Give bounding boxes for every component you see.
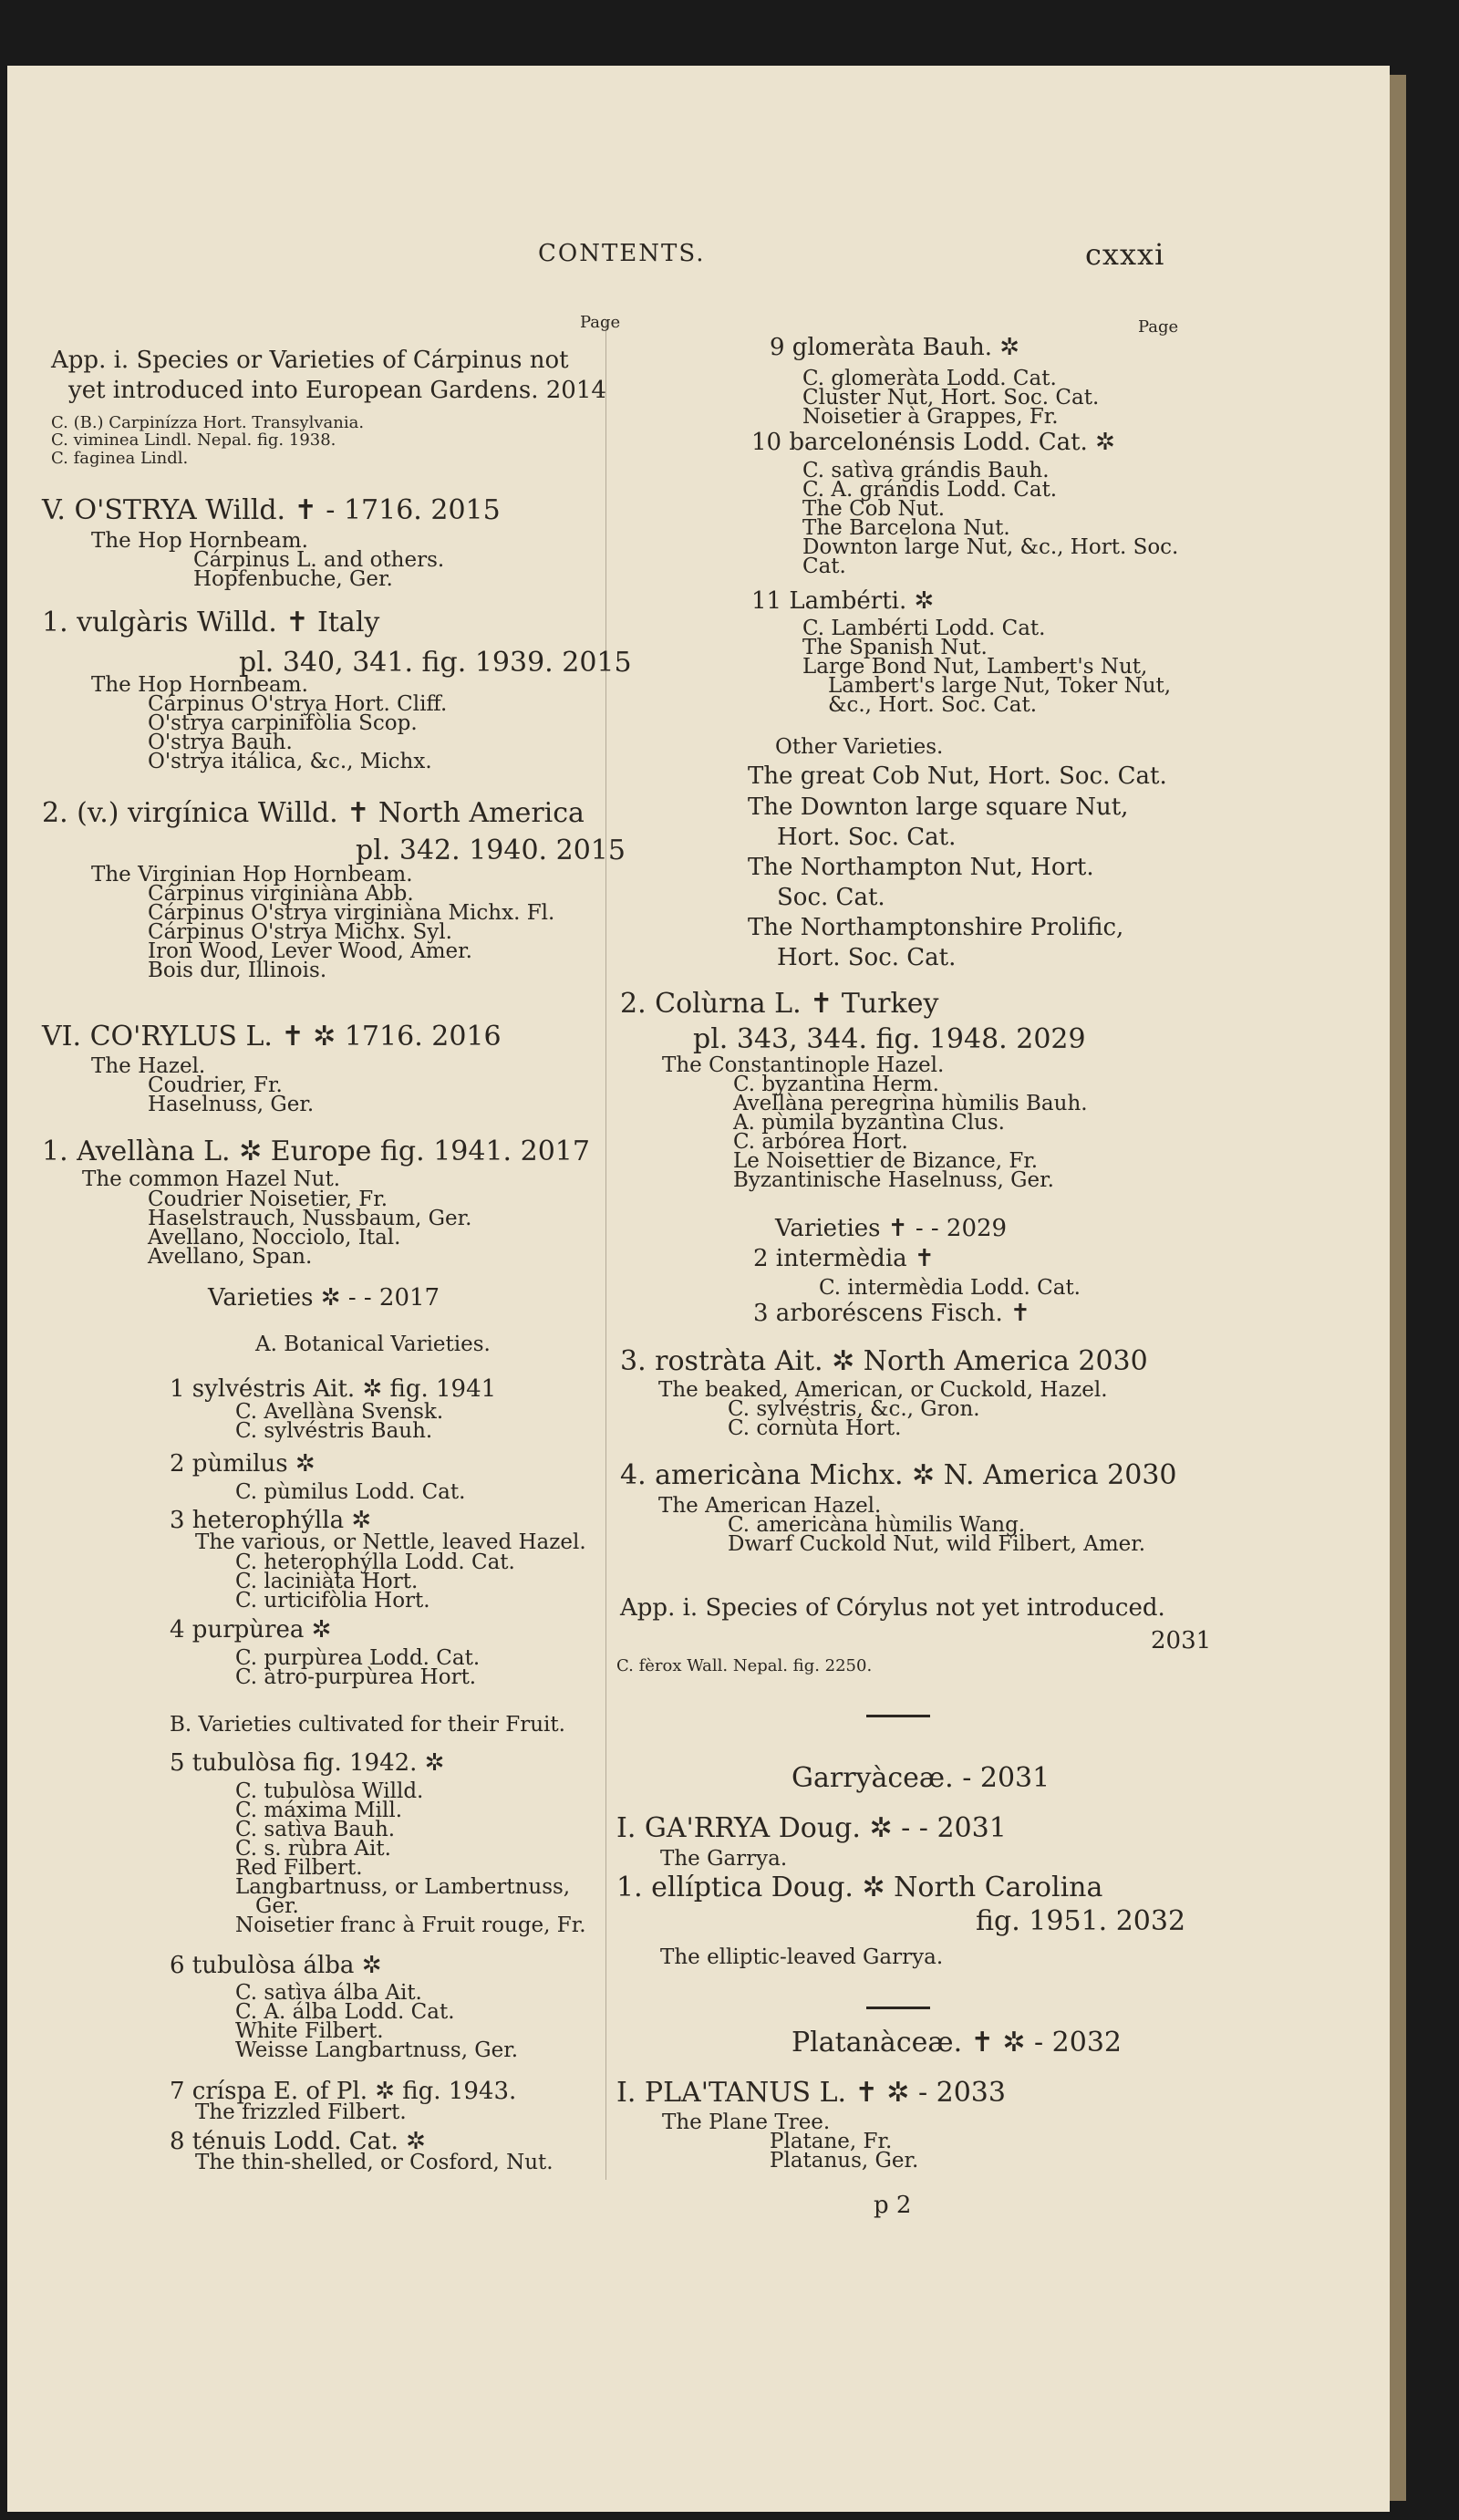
left-line: Langbartnuss, or Lambertnuss,	[235, 1875, 571, 1899]
right-line: C. glomeràta Lodd. Cat.	[802, 367, 1057, 390]
left-line: O'strya Bauh.	[148, 731, 293, 754]
left-line: The frizzled Filbert.	[195, 2100, 407, 2124]
right-line: Lambert's large Nut, Toker Nut,	[828, 674, 1172, 698]
right-line: Soc. Cat.	[777, 884, 885, 911]
right-line: pl. 343, 344. fig. 1948. 2029	[693, 1023, 1086, 1055]
right-line: 10 barcelonénsis Lodd. Cat. ✲	[751, 429, 1115, 456]
left-line: Ger.	[255, 1894, 299, 1918]
right-line: The Constantinople Hazel.	[662, 1053, 945, 1077]
right-line: Noisetier à Grappes, Fr.	[802, 405, 1059, 429]
right-line: 3 arboréscens Fisch. ✝	[753, 1300, 1030, 1327]
right-line: Platanàceæ. ✝ ✲ - 2032	[792, 2027, 1123, 2059]
left-line: C. máxima Mill.	[235, 1799, 403, 1822]
left-line: Cárpinus virginiàna Abb.	[148, 882, 414, 906]
right-line: The Northamptonshire Prolific,	[748, 914, 1124, 941]
right-line: 9 glomeràta Bauh. ✲	[770, 334, 1020, 361]
left-line: Weisse Langbartnuss, Ger.	[235, 2038, 519, 2062]
right-line: 2031	[1151, 1627, 1212, 1654]
right-line: The elliptic-leaved Garrya.	[660, 1945, 944, 1969]
right-line: Varieties ✝ - - 2029	[775, 1215, 1008, 1242]
right-line: C. satìva grándis Bauh.	[802, 459, 1050, 482]
left-line: The various, or Nettle, leaved Hazel.	[195, 1530, 586, 1554]
left-line: 5 tubulòsa fig. 1942. ✲	[170, 1749, 445, 1777]
right-line: p 2	[874, 2192, 912, 2219]
right-line: &c., Hort. Soc. Cat.	[828, 693, 1038, 717]
column-divider	[605, 319, 606, 2180]
left-line: Red Filbert.	[235, 1856, 363, 1880]
left-line: Cárpinus O'strya Hort. Cliff.	[148, 692, 448, 716]
left-line: Haselstrauch, Nussbaum, Ger.	[148, 1207, 472, 1230]
left-line: Cárpinus O'strya virginiàna Michx. Fl.	[148, 901, 555, 925]
left-line: C. Avellàna Svensk.	[235, 1400, 444, 1424]
left-line: Cárpinus L. and others.	[193, 548, 445, 572]
right-line: Cat.	[802, 555, 846, 578]
right-line: The American Hazel.	[658, 1494, 882, 1518]
right-line: C. arbórea Hort.	[733, 1130, 908, 1154]
right-line: C. Lambérti Lodd. Cat.	[802, 617, 1046, 640]
right-line: App. i. Species of Córylus not yet introduced.	[620, 1594, 1165, 1622]
right-line: 1. ellíptica Doug. ✲ North Carolina	[616, 1872, 1103, 1903]
left-line: 4 purpùrea ✲	[170, 1616, 332, 1644]
right-line: Garryàceæ. - 2031	[792, 1762, 1050, 1794]
right-line: I. PLA'TANUS L. ✝ ✲ - 2033	[616, 2077, 1006, 2109]
left-line: Avellano, Span.	[148, 1245, 313, 1269]
left-line: C. àtro-purpùrea Hort.	[235, 1665, 477, 1689]
left-line: pl. 340, 341. fig. 1939. 2015	[239, 647, 632, 679]
left-line: C. satìva Bauh.	[235, 1818, 396, 1841]
right-line: C. byzantìna Herm.	[733, 1073, 939, 1096]
left-line: C. viminea Lindl. Nepal. fig. 1938.	[51, 430, 336, 450]
left-line: Haselnuss, Ger.	[148, 1093, 315, 1116]
right-line: The Northampton Nut, Hort.	[748, 854, 1094, 881]
left-line: The Virginian Hop Hornbeam.	[91, 863, 413, 887]
right-line: Avellàna peregrìna hùmilis Bauh.	[733, 1092, 1088, 1115]
left-line: App. i. Species or Varieties of Cárpinus not	[51, 347, 569, 374]
left-line: 6 tubulòsa álba ✲	[170, 1952, 382, 1979]
left-line: 1 sylvéstris Ait. ✲ fig. 1941	[170, 1375, 497, 1403]
right-line: C. cornùta Hort.	[728, 1416, 902, 1440]
page-edge	[1390, 75, 1406, 2501]
left-line: C. laciniàta Hort.	[235, 1570, 419, 1593]
right-line: I. GA'RRYA Doug. ✲ - - 2031	[616, 1812, 1007, 1844]
right-line: 11 Lambérti. ✲	[751, 587, 935, 615]
left-line: The Hop Hornbeam.	[91, 673, 308, 697]
right-line: Byzantinische Haselnuss, Ger.	[733, 1168, 1054, 1192]
right-line: Dwarf Cuckold Nut, wild Filbert, Amer.	[728, 1532, 1146, 1556]
right-line: 2 intermèdia ✝	[753, 1245, 935, 1272]
right-line: C. sylvéstris, &c., Gron.	[728, 1397, 980, 1421]
section-rule	[866, 2007, 930, 2009]
left-line: The Hazel.	[91, 1054, 206, 1078]
right-line: Hort. Soc. Cat.	[777, 824, 957, 851]
right-line: Platane, Fr.	[770, 2130, 893, 2153]
right-line: C. A. grándis Lodd. Cat.	[802, 478, 1058, 502]
left-line: C. sylvéstris Bauh.	[235, 1419, 433, 1443]
left-line: Hopfenbuche, Ger.	[193, 567, 393, 591]
left-line: A. Botanical Varieties.	[255, 1333, 491, 1356]
left-line: O'strya carpinifòlia Scop.	[148, 711, 418, 735]
left-line: Cárpinus O'strya Michx. Syl.	[148, 920, 452, 944]
left-line: The common Hazel Nut.	[82, 1167, 341, 1191]
right-line: C. intermèdia Lodd. Cat.	[819, 1276, 1081, 1300]
left-line: C. heterophýlla Lodd. Cat.	[235, 1550, 515, 1574]
left-line: O'strya itálica, &c., Michx.	[148, 750, 432, 773]
left-line: The thin-shelled, or Cosford, Nut.	[195, 2151, 554, 2174]
right-line: 3. rostràta Ait. ✲ North America 2030	[620, 1345, 1148, 1377]
left-line: 2 pùmilus ✲	[170, 1450, 316, 1478]
folio-number: cxxxi	[1085, 237, 1165, 272]
right-line: Hort. Soc. Cat.	[777, 944, 957, 971]
left-line: 7 críspa E. of Pl. ✲ fig. 1943.	[170, 2078, 517, 2105]
right-line: C. fèrox Wall. Nepal. fig. 2250.	[616, 1656, 873, 1675]
left-line: The Hop Hornbeam.	[91, 529, 308, 553]
right-line: The great Cob Nut, Hort. Soc. Cat.	[748, 762, 1167, 790]
right-line: The Plane Tree.	[662, 2110, 831, 2134]
left-line: C. s. rùbra Ait.	[235, 1837, 391, 1861]
left-line: VI. CO'RYLUS L. ✝ ✲ 1716. 2016	[42, 1021, 502, 1053]
left-line: 2. (v.) virgínica Willd. ✝ North America	[42, 797, 585, 829]
right-line: fig. 1951. 2032	[976, 1905, 1186, 1937]
left-line: 3 heterophýlla ✲	[170, 1507, 372, 1534]
right-line: 2. Colùrna L. ✝ Turkey	[620, 988, 939, 1020]
left-line: C. urticifòlia Hort.	[235, 1589, 430, 1613]
right-line: Other Varieties.	[775, 735, 944, 759]
right-line: The Garrya.	[660, 1847, 788, 1871]
left-line: C. A. álba Lodd. Cat.	[235, 2000, 455, 2024]
left-line: C. (B.) Carpinízza Hort. Transylvania.	[51, 413, 365, 432]
right-line: C. americàna hùmilis Wang.	[728, 1513, 1026, 1537]
left-line: C. pùmilus Lodd. Cat.	[235, 1480, 466, 1504]
running-head: CONTENTS.	[538, 240, 706, 267]
left-line: Page	[580, 313, 621, 332]
right-line: The Spanish Nut.	[802, 636, 988, 659]
left-line: V. O'STRYA Willd. ✝ - 1716. 2015	[42, 494, 501, 526]
right-line: The Downton large square Nut,	[748, 793, 1129, 821]
left-line: yet introduced into European Gardens. 2014	[68, 377, 606, 404]
left-line: pl. 342. 1940. 2015	[356, 835, 626, 866]
left-line: Noisetier franc à Fruit rouge, Fr.	[235, 1913, 586, 1937]
left-line: 1. vulgàris Willd. ✝ Italy	[42, 607, 380, 638]
left-line: C. tubulòsa Willd.	[235, 1779, 424, 1803]
right-line: Cluster Nut, Hort. Soc. Cat.	[802, 386, 1100, 410]
right-line: Le Noisettier de Bizance, Fr.	[733, 1149, 1039, 1173]
left-line: Bois dur, Illinois.	[148, 959, 327, 982]
left-line: Varieties ✲ - - 2017	[208, 1284, 440, 1312]
right-line: Page	[1138, 317, 1179, 337]
left-line: Coudrier, Fr.	[148, 1073, 283, 1097]
left-line: Coudrier Noisetier, Fr.	[148, 1187, 388, 1211]
right-line: Large Bond Nut, Lambert's Nut,	[802, 655, 1148, 679]
left-line: Avellano, Nocciolo, Ital.	[148, 1226, 401, 1250]
left-line: 8 ténuis Lodd. Cat. ✲	[170, 2128, 426, 2155]
right-line: Downton large Nut, &c., Hort. Soc.	[802, 535, 1179, 559]
right-line: The Barcelona Nut.	[802, 516, 1010, 540]
right-line: 4. americàna Michx. ✲ N. America 2030	[620, 1459, 1177, 1491]
right-line: A. pùmila byzantìna Clus.	[733, 1111, 1005, 1135]
left-line: C. satìva álba Ait.	[235, 1981, 422, 2005]
left-line: Iron Wood, Lever Wood, Amer.	[148, 939, 472, 963]
right-line: The Cob Nut.	[802, 497, 946, 521]
left-line: B. Varieties cultivated for their Fruit.	[170, 1713, 565, 1737]
section-rule	[866, 1715, 930, 1717]
right-line: Platanus, Ger.	[770, 2149, 919, 2173]
right-line: The beaked, American, or Cuckold, Hazel.	[658, 1378, 1108, 1402]
left-line: 1. Avellàna L. ✲ Europe fig. 1941. 2017	[42, 1136, 590, 1167]
left-line: C. purpùrea Lodd. Cat.	[235, 1646, 481, 1670]
left-line: White Filbert.	[235, 2019, 384, 2043]
left-line: C. faginea Lindl.	[51, 449, 189, 468]
